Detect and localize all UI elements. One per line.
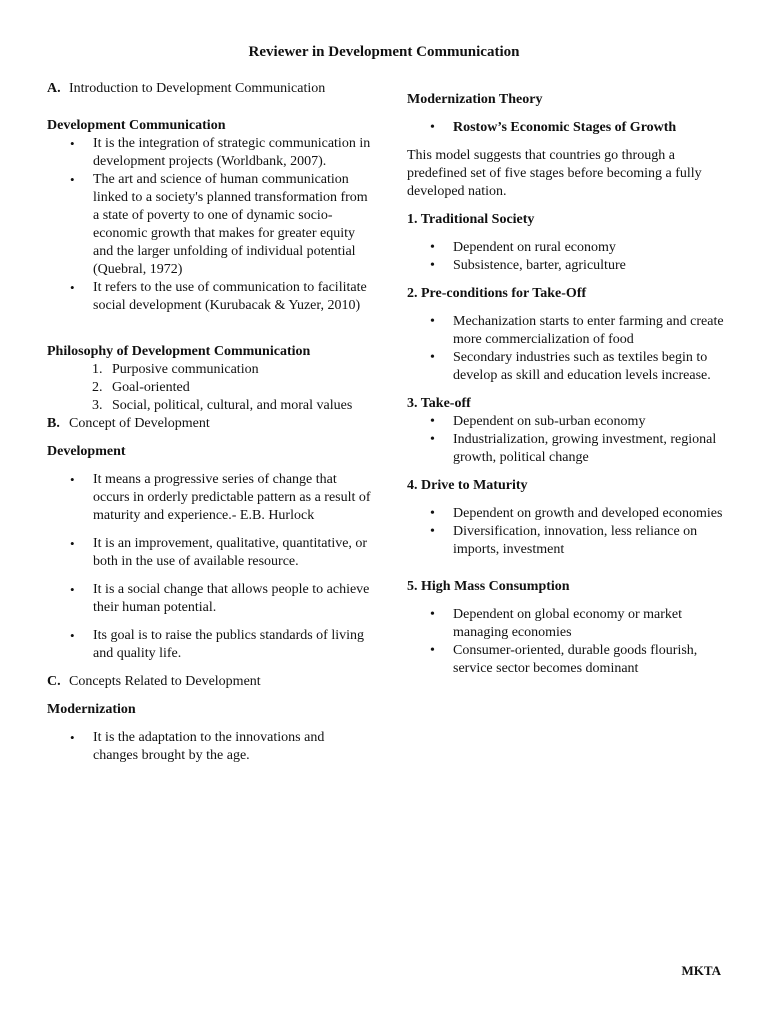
section-b-letter: B. bbox=[47, 416, 60, 431]
bullet-marker: • bbox=[70, 730, 75, 745]
list-item bbox=[407, 413, 727, 431]
list-item bbox=[47, 581, 372, 617]
stage-5-list bbox=[407, 606, 727, 678]
bullet-marker: • bbox=[70, 582, 75, 597]
list-item-text: Secondary industries such as textiles begin to develop as skill and education levels increase. bbox=[453, 350, 711, 383]
bullet-marker: • bbox=[430, 643, 435, 658]
rostow-list bbox=[407, 119, 727, 137]
list-item bbox=[47, 397, 372, 415]
rostow-title: Rostow’s Economic Stages of Growth bbox=[453, 120, 677, 135]
list-item-text: Its goal is to raise the publics standards of living and quality life. bbox=[93, 628, 365, 661]
list-item-text: Dependent on global economy or market managing economies bbox=[453, 607, 682, 640]
bullet-marker: • bbox=[70, 536, 75, 551]
section-c-title: Concepts Related to Development bbox=[69, 674, 261, 689]
list-item bbox=[407, 119, 727, 137]
page-title: Reviewer in Development Communication bbox=[248, 44, 520, 60]
bullet-marker: • bbox=[70, 280, 75, 295]
bullet-marker: • bbox=[430, 524, 435, 539]
list-number: 2. bbox=[92, 380, 103, 395]
list-item-text: Dependent on rural economy bbox=[453, 240, 616, 255]
list-item bbox=[407, 606, 727, 642]
list-item bbox=[47, 171, 372, 279]
modernization-list bbox=[47, 729, 372, 765]
list-item bbox=[407, 313, 727, 349]
section-b-title: Concept of Development bbox=[69, 416, 210, 431]
stage-3-title: 3. Take-off bbox=[407, 396, 471, 411]
bullet-marker: • bbox=[430, 120, 435, 135]
philosophy-list bbox=[47, 361, 372, 415]
philosophy-heading: Philosophy of Development Communication bbox=[47, 344, 311, 359]
section-a bbox=[47, 80, 372, 98]
list-item bbox=[47, 279, 372, 315]
list-item-text: Diversification, innovation, less reliance on imports, investment bbox=[453, 524, 698, 557]
list-item bbox=[47, 135, 372, 171]
bullet-marker: • bbox=[430, 314, 435, 329]
section-a-title: Introduction to Development Communication bbox=[69, 81, 326, 96]
list-item-text: It is the adaptation to the innovations and changes brought by the age. bbox=[93, 730, 325, 763]
modernization-theory-heading: Modernization Theory bbox=[407, 92, 543, 107]
stage-5-title: 5. High Mass Consumption bbox=[407, 579, 570, 594]
list-item bbox=[47, 379, 372, 397]
footer-initials: MKTA bbox=[681, 963, 721, 978]
list-number: 3. bbox=[92, 398, 103, 413]
section-b bbox=[47, 415, 372, 433]
section-c bbox=[47, 673, 372, 691]
section-c-letter: C. bbox=[47, 674, 61, 689]
modernization-heading: Modernization bbox=[47, 702, 136, 717]
section-a-letter: A. bbox=[47, 81, 61, 96]
list-item-text: The art and science of human communication linked to a society's planned transformation from a state of poverty to one of dynamic socio-economic growth that makes for greater equity and the larger unfolding of individual potential (Quebral, 1972) bbox=[93, 172, 368, 277]
bullet-marker: • bbox=[430, 414, 435, 429]
stage-4-list bbox=[407, 505, 727, 559]
stage-1-list bbox=[407, 239, 727, 275]
list-item-text: It refers to the use of communication to facilitate social development (Kurubacak & Yuzer, 2010) bbox=[93, 280, 367, 313]
bullet-marker: • bbox=[70, 136, 75, 151]
list-item bbox=[407, 431, 727, 467]
bullet-marker: • bbox=[430, 432, 435, 447]
list-item-text: Subsistence, barter, agriculture bbox=[453, 258, 626, 273]
list-item-text: Consumer-oriented, durable goods flourish, service sector becomes dominant bbox=[453, 643, 698, 676]
list-item bbox=[407, 505, 727, 523]
list-item bbox=[47, 535, 372, 571]
list-item-text: Social, political, cultural, and moral values bbox=[112, 398, 353, 413]
list-item-text: Mechanization starts to enter farming and create more commercialization of food bbox=[453, 314, 724, 347]
right-column bbox=[407, 91, 727, 678]
bullet-marker: • bbox=[430, 240, 435, 255]
development-heading: Development bbox=[47, 444, 126, 459]
bullet-marker: • bbox=[430, 607, 435, 622]
stage-1-title: 1. Traditional Society bbox=[407, 212, 535, 227]
list-item-text: Dependent on sub-urban economy bbox=[453, 414, 646, 429]
list-item-text: It is the integration of strategic communication in development projects (Worldbank, 2007). bbox=[93, 136, 371, 169]
stage-4-title: 4. Drive to Maturity bbox=[407, 478, 528, 493]
list-item-text: Dependent on growth and developed economies bbox=[453, 506, 723, 521]
stage-3-list bbox=[407, 413, 727, 467]
bullet-marker: • bbox=[70, 628, 75, 643]
bullet-marker: • bbox=[430, 350, 435, 365]
stage-2-list bbox=[407, 313, 727, 385]
list-number: 1. bbox=[92, 362, 103, 377]
devcom-heading: Development Communication bbox=[47, 118, 226, 133]
list-item-text: It is an improvement, qualitative, quantitative, or both in the use of available resource. bbox=[93, 536, 368, 569]
list-item bbox=[407, 239, 727, 257]
list-item bbox=[47, 471, 372, 525]
intro-paragraph: This model suggests that countries go through a predefined set of five stages before becoming a fully developed nation. bbox=[407, 148, 702, 199]
list-item bbox=[407, 523, 727, 559]
list-item bbox=[407, 349, 727, 385]
bullet-marker: • bbox=[430, 258, 435, 273]
left-column bbox=[47, 80, 372, 765]
list-item bbox=[47, 729, 372, 765]
list-item-text: Purposive communication bbox=[112, 362, 259, 377]
list-item-text: It means a progressive series of change that occurs in orderly predictable pattern as a result of maturity and experience.- E.B. Hurlock bbox=[93, 472, 371, 523]
devcom-list bbox=[47, 135, 372, 315]
bullet-marker: • bbox=[70, 172, 75, 187]
bullet-marker: • bbox=[430, 506, 435, 521]
list-item bbox=[407, 257, 727, 275]
list-item-text: Goal-oriented bbox=[112, 380, 190, 395]
bullet-marker: • bbox=[70, 472, 75, 487]
stage-2-title: 2. Pre-conditions for Take-Off bbox=[407, 286, 587, 301]
development-list bbox=[47, 471, 372, 663]
list-item-text: Industrialization, growing investment, regional growth, political change bbox=[453, 432, 717, 465]
list-item bbox=[47, 361, 372, 379]
list-item-text: It is a social change that allows people to achieve their human potential. bbox=[93, 582, 370, 615]
list-item bbox=[47, 627, 372, 663]
list-item bbox=[407, 642, 727, 678]
